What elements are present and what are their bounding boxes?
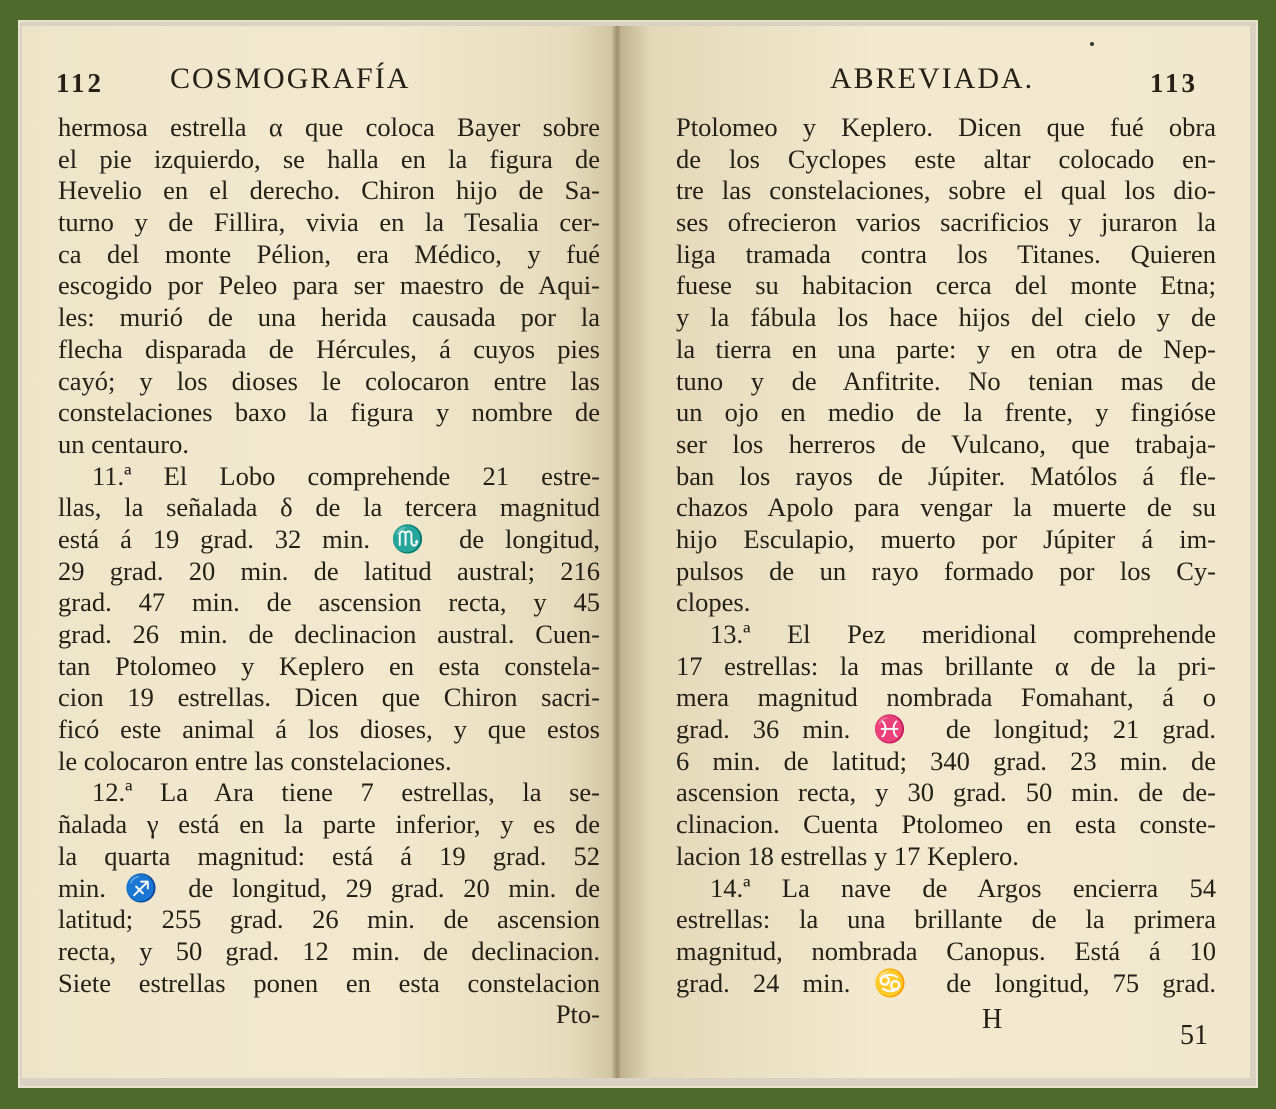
text-line: Ptolomeo y Keplero. Dicen que fué obra	[676, 112, 1216, 142]
right-page-number: 113	[1150, 68, 1199, 98]
text-line: grad. 26 min. de declinacion austral. Cuen-	[58, 619, 600, 649]
text-line: turno y de Fillira, vivia en la Tesalia cer-	[58, 207, 600, 238]
text-line: ban los rayos de Júpiter. Matólos á fle-	[676, 460, 1216, 491]
text-line: Hevelio en el derecho. Chiron hijo de Sa-	[58, 175, 600, 206]
text-line: lacion 18 estrellas y 17 Keplero.	[676, 840, 1019, 871]
text-line: latitud; 255 grad. 26 min. de ascension	[58, 904, 600, 935]
text-line: la tierra en una parte: y en otra de Nep-	[676, 333, 1216, 364]
text-line: 13.ª El Pez meridional comprehende	[710, 619, 1216, 649]
text-line: estrellas: la una brillante de la primera	[676, 904, 1216, 935]
text-line: pulsos de un rayo formado por los Cy-	[676, 555, 1216, 586]
text-line: 6 min. de latitud; 340 grad. 23 min. de	[676, 745, 1216, 776]
signature-mark: H	[982, 1004, 1003, 1035]
text-line: un ojo en medio de la frente, y fingióse	[676, 397, 1216, 428]
text-line: escogido por Peleo para ser maestro de Aqui-	[58, 270, 600, 301]
text-line: 11.ª El Lobo comprehende 21 estre-	[92, 460, 600, 491]
left-page-text	[58, 112, 600, 1031]
text-line: constelaciones baxo la figura y nombre de	[58, 397, 600, 428]
text-line: el pie izquierdo, se halla en la figura de	[58, 143, 600, 174]
text-line: Siete estrellas ponen en esta constelacion	[58, 967, 600, 998]
text-line: min. ♐ de longitud, 29 grad. 20 min. de	[58, 872, 600, 903]
book-spread	[22, 26, 1250, 1078]
text-line: flecha disparada de Hércules, á cuyos pies	[58, 333, 600, 364]
text-line: ficó este animal á los dioses, y que estos	[58, 714, 600, 745]
text-line: grad. 24 min. ♋ de longitud, 75 grad.	[676, 967, 1216, 998]
text-line: 14.ª La nave de Argos encierra 54	[710, 872, 1216, 903]
text-line: 29 grad. 20 min. de latitud austral; 216	[58, 555, 600, 586]
text-line: recta, y 50 grad. 12 min. de declinacion.	[58, 935, 600, 966]
text-line: clinacion. Cuenta Ptolomeo en esta conste-	[676, 809, 1216, 840]
text-line: les: murió de una herida causada por la	[58, 302, 600, 333]
text-line: tuno y de Anfitrite. No tenian mas de	[676, 365, 1216, 396]
left-page-number: 112	[56, 68, 105, 98]
ink-speck	[1090, 42, 1094, 46]
text-line: liga tramada contra los Titanes. Quieren	[676, 238, 1216, 269]
text-line: un centauro.	[58, 428, 189, 459]
text-line: cayó; y los dioses le colocaron entre las	[58, 365, 600, 396]
text-line: clopes.	[676, 587, 751, 618]
text-line: chazos Apolo para vengar la muerte de su	[676, 492, 1216, 523]
text-line: 12.ª La Ara tiene 7 estrellas, la se-	[92, 777, 600, 808]
text-line: de los Cyclopes este altar colocado en-	[676, 143, 1216, 174]
right-page	[620, 26, 1250, 1078]
text-line: ser los herreros de Vulcano, que trabaja-	[676, 428, 1216, 459]
left-running-title: COSMOGRAFÍA	[170, 62, 411, 95]
catchword: Pto-	[555, 999, 600, 1030]
text-line: magnitud, nombrada Canopus. Está á 10	[676, 935, 1216, 966]
text-line: grad. 36 min. ♓ de longitud; 21 grad.	[676, 714, 1216, 745]
text-line: ascension recta, y 30 grad. 50 min. de de-	[676, 777, 1216, 808]
text-line: 17 estrellas: la mas brillante α de la pri-	[676, 650, 1216, 681]
text-line: ñalada γ está en la parte inferior, y es de	[58, 809, 600, 840]
right-running-title: ABREVIADA.	[830, 62, 1035, 95]
text-line: hijo Esculapio, muerto por Júpiter á im-	[676, 523, 1216, 554]
text-line: ses ofrecieron varios sacrificios y juraron la	[676, 207, 1216, 238]
text-line: fuese su habitacion cerca del monte Etna;	[676, 270, 1216, 301]
text-line: tan Ptolomeo y Keplero en esta constela-	[58, 650, 600, 681]
right-page-text	[676, 112, 1216, 999]
text-line: grad. 47 min. de ascension recta, y 45	[58, 587, 600, 618]
text-line: la quarta magnitud: está á 19 grad. 52	[58, 840, 600, 871]
text-line: y la fábula los hace hijos del cielo y de	[676, 302, 1216, 333]
text-line: mera magnitud nombrada Fomahant, á o	[676, 682, 1216, 713]
text-line: llas, la señalada δ de la tercera magnitud	[58, 492, 600, 523]
text-line: está á 19 grad. 32 min. ♏ de longitud,	[58, 523, 600, 554]
text-line: cion 19 estrellas. Dicen que Chiron sacri-	[58, 682, 600, 713]
text-line: hermosa estrella α que coloca Bayer sobre	[58, 112, 600, 142]
catchword-number: 51	[1180, 1020, 1208, 1051]
text-line: le colocaron entre las constelaciones.	[58, 745, 452, 776]
text-line: tre las constelaciones, sobre el qual los dio-	[676, 175, 1216, 206]
left-page	[22, 26, 616, 1078]
text-line: ca del monte Pélion, era Médico, y fué	[58, 238, 600, 269]
